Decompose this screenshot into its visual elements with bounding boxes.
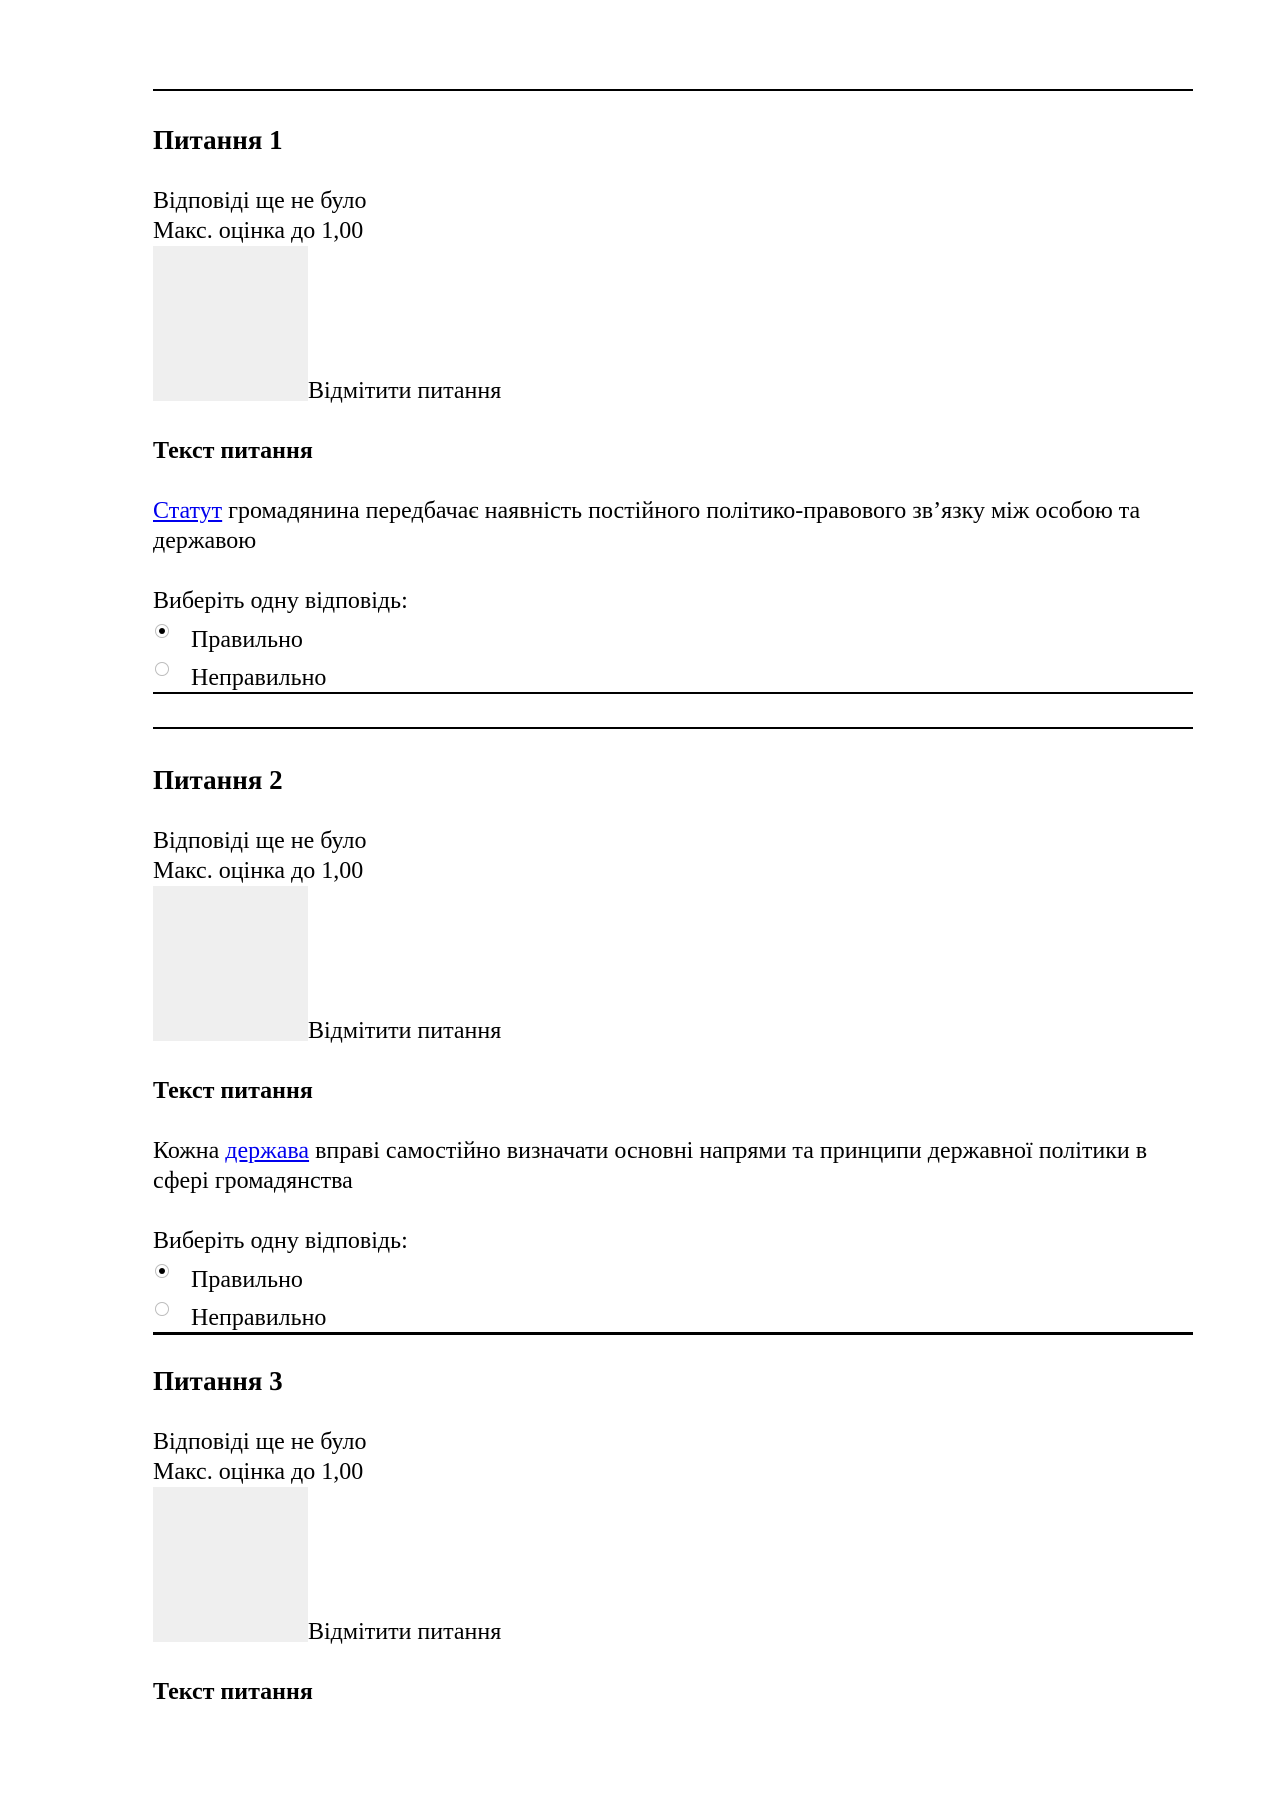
question-3-text-heading: Текст питання: [153, 1679, 313, 1705]
question-1-flag-link[interactable]: Відмітити питання: [308, 378, 502, 404]
question-2-top-rule: [153, 727, 1193, 729]
question-2-option-1-label[interactable]: Правильно: [191, 1267, 303, 1293]
question-2-option-2-radio[interactable]: [155, 1302, 169, 1316]
question-1-option-2-radio[interactable]: [155, 662, 169, 676]
question-2-state: Відповіді ще не було: [153, 828, 367, 854]
question-2-text-heading: Текст питання: [153, 1078, 313, 1104]
question-2-prompt: Виберіть одну відповідь:: [153, 1228, 408, 1254]
question-1-text: [153, 496, 1153, 556]
question-1-top-rule: [153, 89, 1193, 91]
question-1-text-body: громадянина передбачає наявність постійного політико-правового зв’язку між особою та державою: [153, 498, 1141, 554]
question-1-option-1-radio[interactable]: [155, 624, 169, 638]
question-2-option-1-radio[interactable]: [155, 1264, 169, 1278]
question-2-mark: Макс. оцінка до 1,00: [153, 858, 364, 884]
question-1-bottom-rule: [153, 692, 1193, 694]
question-2-text: [153, 1136, 1153, 1196]
question-2-option-2-label[interactable]: Неправильно: [191, 1305, 327, 1331]
question-1-option-1-label[interactable]: Правильно: [191, 627, 303, 653]
question-1-state: Відповіді ще не було: [153, 188, 367, 214]
question-2-flag-icon[interactable]: [153, 886, 308, 1041]
question-3-flag-icon[interactable]: [153, 1487, 308, 1642]
question-2-text-body: вправі самостійно визначати основні напрями та принципи державної політики в сфері громадянства: [153, 1138, 1148, 1194]
question-1-prompt: Виберіть одну відповідь:: [153, 588, 408, 614]
question-3-flag-link[interactable]: Відмітити питання: [308, 1619, 502, 1645]
question-1-flag-icon[interactable]: [153, 246, 308, 401]
question-1-mark: Макс. оцінка до 1,00: [153, 218, 364, 244]
question-3-state: Відповіді ще не було: [153, 1429, 367, 1455]
question-2-text-prefix: Кожна: [153, 1138, 226, 1164]
question-2-bottom-rule: [153, 1332, 1193, 1335]
question-2-text-link[interactable]: держава: [225, 1138, 310, 1164]
question-3-mark: Макс. оцінка до 1,00: [153, 1459, 364, 1485]
question-3-title: Питання 3: [153, 1366, 283, 1396]
question-1-title: Питання 1: [153, 125, 283, 155]
question-1-option-2-label[interactable]: Неправильно: [191, 665, 327, 691]
question-1-text-heading: Текст питання: [153, 438, 313, 464]
question-2-flag-link[interactable]: Відмітити питання: [308, 1018, 502, 1044]
question-1-text-link[interactable]: Статут: [153, 498, 223, 524]
question-2-title: Питання 2: [153, 765, 283, 795]
